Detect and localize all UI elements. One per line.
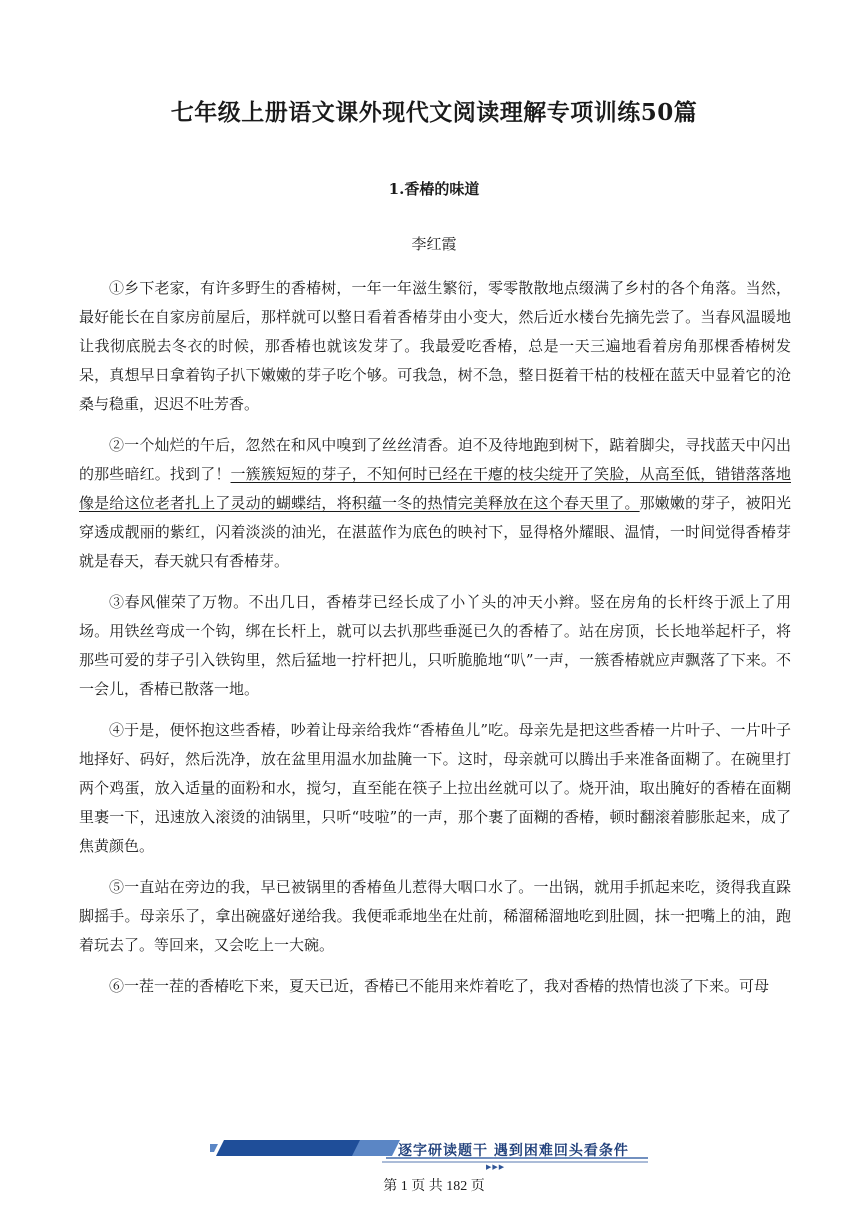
article-title: 1.香椿的味道 [388,180,480,198]
underlined-sentence: 一簇簇短短的芽子，不知何时已经在干瘪的枝尖绽开了笑脸，从高至低，错错落落地像是给这位老者扎上了灵动的蝴蝶结，将积蕴一冬的热情完美释放在这个春天里了。 [79,465,791,512]
paragraph-2 [79,431,791,576]
paragraph-5: ⑤一直站在旁边的我，早已被锅里的香椿鱼儿惹得大咽口水了。一出锅，就用手抓起来吃，烫得我直跺脚摇手。母亲乐了，拿出碗盛好递给我。我便乖乖地坐在灶前，稀溜稀溜地吃到肚圆，抹一把嘴上的油，跑着玩去了。等回来，又会吃上一大碗。 [79,878,791,954]
paragraph-6: ⑥一茬一茬的香椿吃下来，夏天已近，香椿已不能用来炸着吃了，我对香椿的热情也淡了下来。可母 [109,977,770,995]
document-title: 七年级上册语文课外现代文阅读理解专项训练50篇 [170,99,698,126]
page-footer [0,1130,868,1227]
footer-slogan: 逐字研读题干 遇到困难回头看条件 [398,1143,629,1159]
page-indicator: 第 1 页 共 182 页 [383,1179,485,1194]
paragraph-2-intro: ②一个灿烂的午后，忽然在和风中嗅到了丝丝清香。迫不及待地跑到树下，踮着脚尖，寻找蓝天中闪出的那些暗红。找到了！ [79,436,791,483]
paragraph-3: ③春风催荣了万物。不出几日，香椿芽已经长成了小丫头的冲天小辫。竖在房角的长杆终于派上了用场。用铁丝弯成一个钩，绑在长杆上，就可以去扒那些垂涎已久的香椿了。站在房顶，长长地举起杆子，将那些可爱的芽子引入铁钩里，然后猛地一拧杆把儿，只听脆脆地“叭”一声，一簇香椿就应声飘落了下来。不一会儿，香椿已散落一地。 [79,593,791,698]
paragraph-2-rest: 那嫩嫩的芽子，被阳光穿透成靓丽的紫红，闪着淡淡的油光，在湛蓝作为底色的映衬下，显得格外耀眼、温情，一时间觉得香椿芽就是春天，春天就只有香椿芽。 [79,494,791,570]
footer-arrows-icon: ▶▶▶ [486,1163,506,1171]
article-body [79,274,791,1001]
article-author: 李红霞 [411,235,457,253]
paragraph-4: ④于是，便怀抱这些香椿，吵着让母亲给我炸“香椿鱼儿”吃。母亲先是把这些香椿一片叶子、一片叶子地择好、码好，然后洗净，放在盆里用温水加盐腌一下。这时，母亲就可以腾出手来准备面糊了。在碗里打两个鸡蛋，放入适量的面粉和水，搅匀，直至能在筷子上拉出丝就可以了。烧开油，取出腌好的香椿在面糊里裹一下，迅速放入滚烫的油锅里，只听“吱啦”的一声，那个裹了面糊的香椿，顿时翻滚着膨胀起来，成了焦黄颜色。 [79,721,791,855]
paragraph-1: ①乡下老家，有许多野生的香椿树，一年一年滋生繁衍，零零散散地点缀满了乡村的各个角落。当然，最好能长在自家房前屋后，那样就可以整日看着香椿芽由小变大，然后近水楼台先摘先尝了。当春风温暖地让我彻底脱去冬衣的时候，那香椿也就该发芽了。我最爱吃香椿，总是一天三遍地看着房角那棵香椿树发呆，真想早日拿着钩子扒下嫩嫩的芽子吃个够。可我急，树不急，整日挺着干枯的枝桠在蓝天中显着它的沧桑与稳重，迟迟不吐芳香。 [79,279,791,413]
